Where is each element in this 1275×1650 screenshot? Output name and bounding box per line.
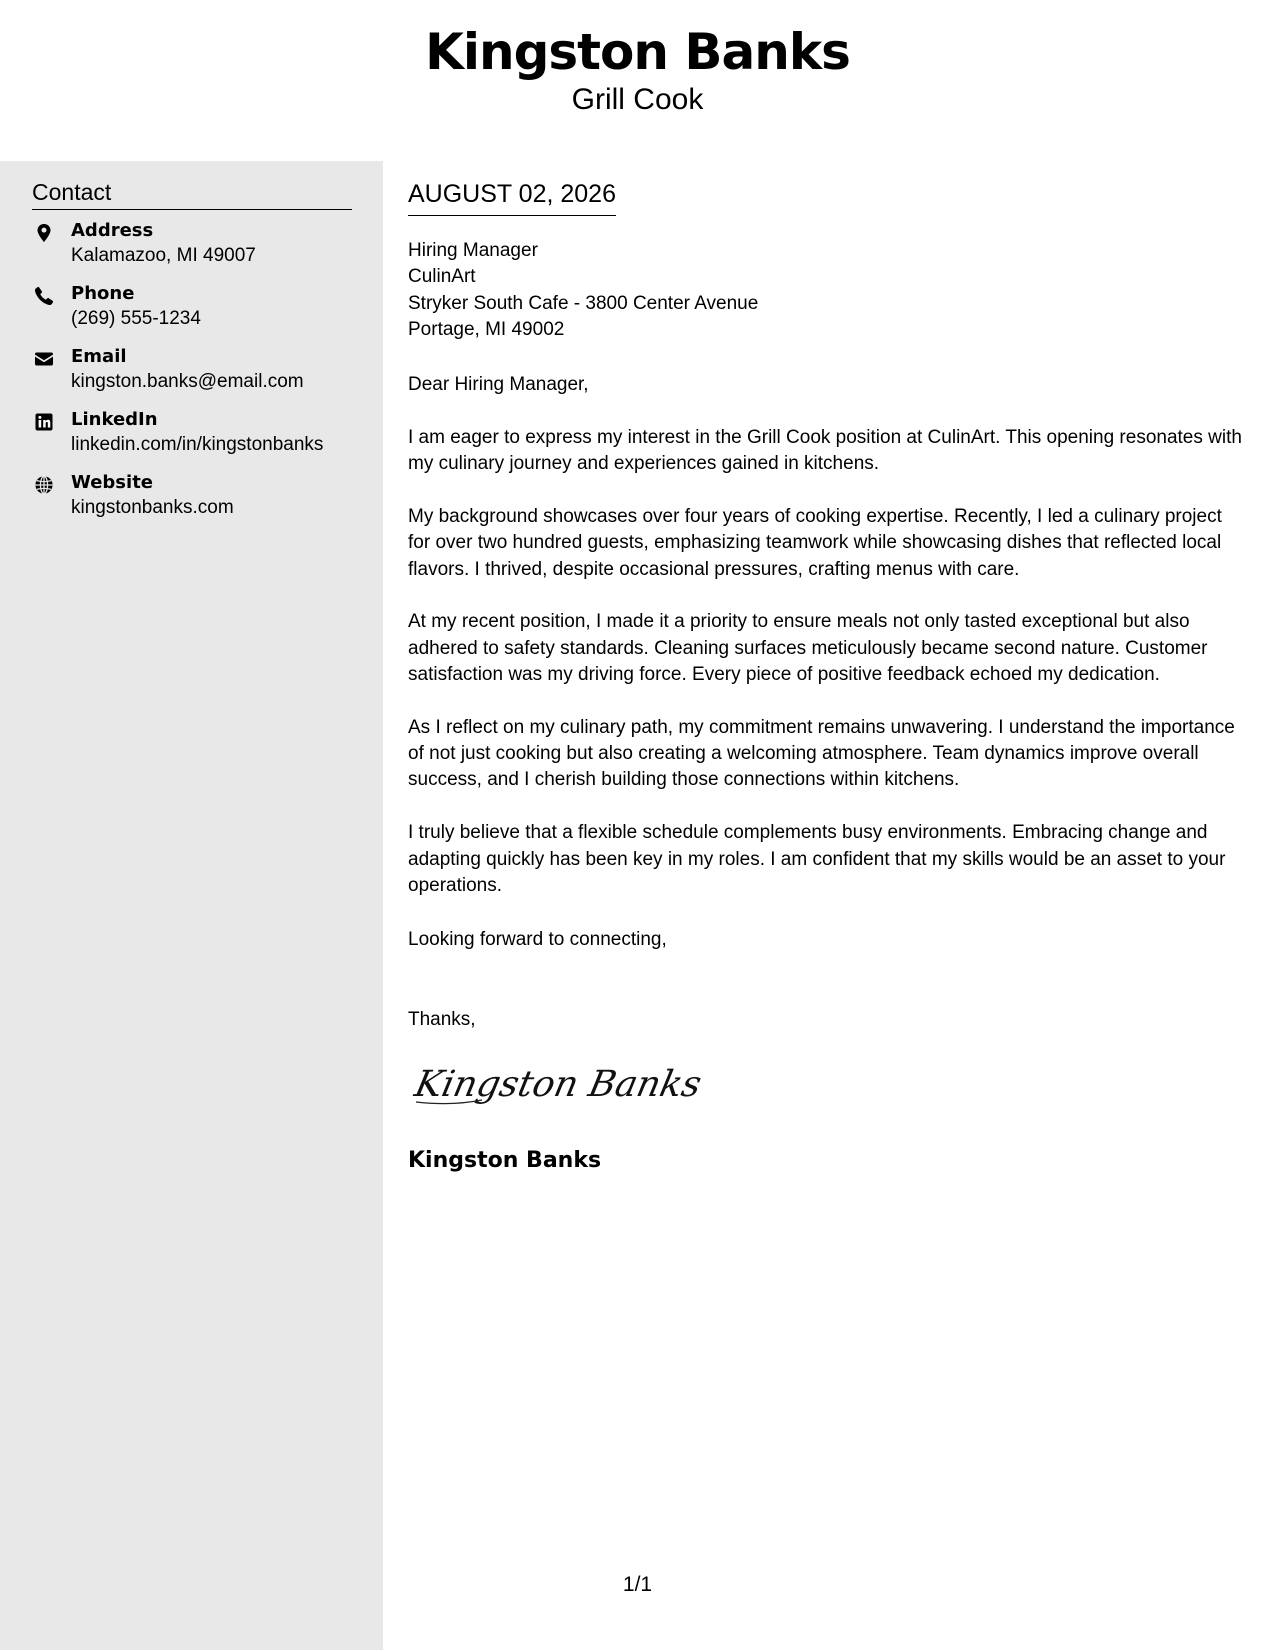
globe-icon xyxy=(34,475,54,495)
letter-date: AUGUST 02, 2026 xyxy=(408,179,616,216)
contact-label: Address xyxy=(71,220,154,241)
recipient-line: Hiring Manager xyxy=(408,240,538,261)
email-value: kingston.banks@email.com xyxy=(71,371,304,392)
paragraph: At my recent position, I made it a priority to ensure meals not only tasted exceptional but also adhered to safety standards. Cleaning surfaces meticulously became second nature. Customer satisfaction was my driving force. Every piece of positive feedback echoed my dedication. xyxy=(408,611,1208,686)
contact-list xyxy=(32,219,362,534)
recipient-line: CulinArt xyxy=(408,266,476,288)
paragraph: My background showcases over four years of cooking expertise. Recently, I led a culinary project for over two hundred guests, emphasizing teamwork while showcasing dishes that reflected local flavors. I thrived, despite occasional pressures, crafting menus with care. xyxy=(408,506,1222,580)
contact-item-phone xyxy=(32,282,362,345)
phone-value: (269) 555-1234 xyxy=(71,308,201,329)
linkedin-value: linkedin.com/in/kingstonbanks xyxy=(71,434,324,455)
website-value: kingstonbanks.com xyxy=(71,497,234,518)
applicant-name: Kingston Banks xyxy=(425,23,850,81)
letter-header xyxy=(0,0,1275,161)
contact-label: Email xyxy=(71,346,127,367)
paragraph: I am eager to express my interest in the Grill Cook position at CulinArt. This opening resonates with my culinary journey and experiences gained in kitchens. xyxy=(408,427,1242,475)
svg-text:Kingston Banks: Kingston Banks xyxy=(411,1062,706,1105)
paragraph: As I reflect on my culinary path, my commitment remains unwavering. I understand the importance of not just cooking but also creating a welcoming atmosphere. Team dynamics improve overall success, and I cherish building those connections within kitchens. xyxy=(408,716,1235,791)
contact-sidebar xyxy=(0,161,383,1650)
recipient-block xyxy=(408,238,758,343)
letter-paragraphs xyxy=(408,425,1248,926)
contact-item-website xyxy=(32,471,362,534)
contact-item-email xyxy=(32,345,362,408)
recipient-line: Portage, MI 49002 xyxy=(408,318,565,340)
map-pin-icon xyxy=(34,223,54,243)
salutation: Dear Hiring Manager, xyxy=(408,374,589,395)
paragraph: I truly believe that a flexible schedule complements busy environments. Embracing change and adapting quickly has been key in my roles. I am confident that my skills would be an asset to your operations. xyxy=(408,822,1226,896)
contact-heading: Contact xyxy=(32,177,352,210)
contact-label: Website xyxy=(71,472,154,493)
applicant-role: Grill Cook xyxy=(571,83,704,116)
contact-label: Phone xyxy=(71,283,135,304)
contact-item-address xyxy=(32,219,362,282)
signer-name: Kingston Banks xyxy=(408,1148,602,1173)
phone-icon xyxy=(34,286,54,306)
address-value: Kalamazoo, MI 49007 xyxy=(71,245,256,266)
handwritten-signature xyxy=(411,1054,706,1116)
contact-label: LinkedIn xyxy=(71,409,158,430)
sign-off: Thanks, xyxy=(408,1009,476,1030)
linkedin-icon xyxy=(34,412,54,432)
recipient-line: Stryker South Cafe - 3800 Center Avenue xyxy=(408,292,759,314)
contact-item-linkedin xyxy=(32,408,362,471)
page-number: 1/1 xyxy=(622,1573,653,1596)
closing-line: Looking forward to connecting, xyxy=(408,929,667,950)
envelope-icon xyxy=(34,349,54,369)
